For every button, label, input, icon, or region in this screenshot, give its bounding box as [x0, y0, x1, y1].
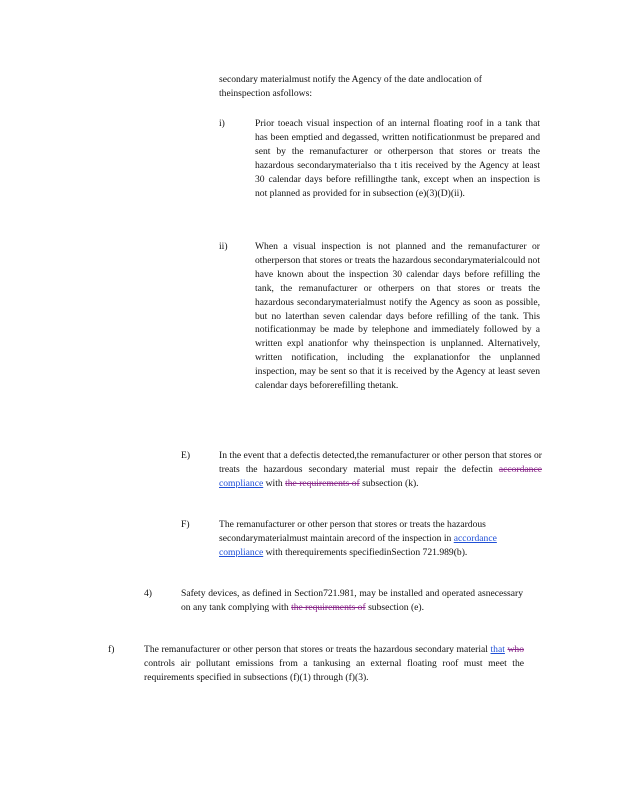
item-E-deleted-1: accordance [498, 463, 542, 475]
item-ii-label: ii) [219, 241, 228, 252]
item-E-added-1: compliance [219, 477, 264, 489]
item-i-label: i) [219, 118, 225, 129]
item-F-text-1: The remanufacturer or other person that stores or treats the hazardous secondarymaterialmust maintain arecord of the inspection in [219, 519, 486, 544]
item-F-added-1: accordance compliance [219, 532, 497, 558]
item-4-text-2: subsection (e). [368, 601, 425, 613]
item-E-deleted-2: the requirements of [285, 477, 360, 489]
item-i-paragraph [255, 117, 540, 200]
item-f-text-2: controls air pollutant emissions from a tankusing an external floating roof must meet the requirements specified in subsections (f)(1) through (f)(3). [144, 657, 524, 683]
item-F-text-2: with therequirements specifiedinSection 721.989(b). [265, 546, 468, 558]
item-E-text-1: In the event that a defectis detected,the remanufacturer or other person that stores or treats the hazardous secondary material must repair the defectin [219, 450, 542, 475]
intro-text: secondary materialmust notify the Agency of the date andlocation of theinspection asfollows: [219, 74, 482, 99]
item-E-text-3: subsection (k). [362, 477, 419, 489]
item-4-text-1: Safety devices, as defined in Section721.981, may be installed and operated asnecessary on any tank complying with [181, 588, 523, 613]
item-f-deleted-1: who [507, 644, 524, 655]
item-f-added-1: that [490, 644, 505, 655]
item-4-deleted-1: the requirements of [291, 601, 366, 613]
item-f-label: f) [108, 644, 115, 655]
intro-paragraph [219, 73, 527, 101]
item-F-paragraph [219, 518, 503, 560]
item-f-text-1: The remanufacturer or other person that stores or treats the hazardous secondary material [144, 644, 488, 655]
item-ii-text: When a visual inspection is not planned and the remanufacturer or otherperson that stores or treats the hazardous secondarymaterialcould not have known about the inspection 30 calendar days before refilling the tank, the remanufacturer or otherpers on that stores or treats the hazardous secondarymaterialmust notify the Agency as soon as possible, but no laterthan seven calendar days before refilling of the tank. This notificationmay be made by telephone and immediately followed by a written expl anationfor why theinspection is unplanned. Alternatively, written notification, including the explanationfor the unplanned inspection, may be sent so that it is received by the Agency at least seven calendar days beforerefilling thetank. [255, 241, 540, 392]
item-E-label: E) [181, 450, 191, 461]
item-E-text-2: with [265, 477, 283, 489]
item-4-label: 4) [144, 588, 152, 599]
item-i-text: Prior toeach visual inspection of an internal floating roof in a tank that has been emptied and degassed, written notificationmust be prepared and sent by the remanufacturer or otherperson that stores or treats the hazardous secondarymaterialso tha t itis received by the Agency at least 30 calendar days before refillingthe tank, except when an inspection is not planned as provided for in subsection (e)(3)(D)(ii). [255, 118, 540, 199]
item-ii-paragraph [255, 240, 540, 393]
item-F-label: F) [181, 519, 190, 530]
item-f-paragraph [144, 643, 524, 685]
item-4-paragraph [181, 587, 523, 615]
item-E-paragraph [219, 449, 542, 491]
